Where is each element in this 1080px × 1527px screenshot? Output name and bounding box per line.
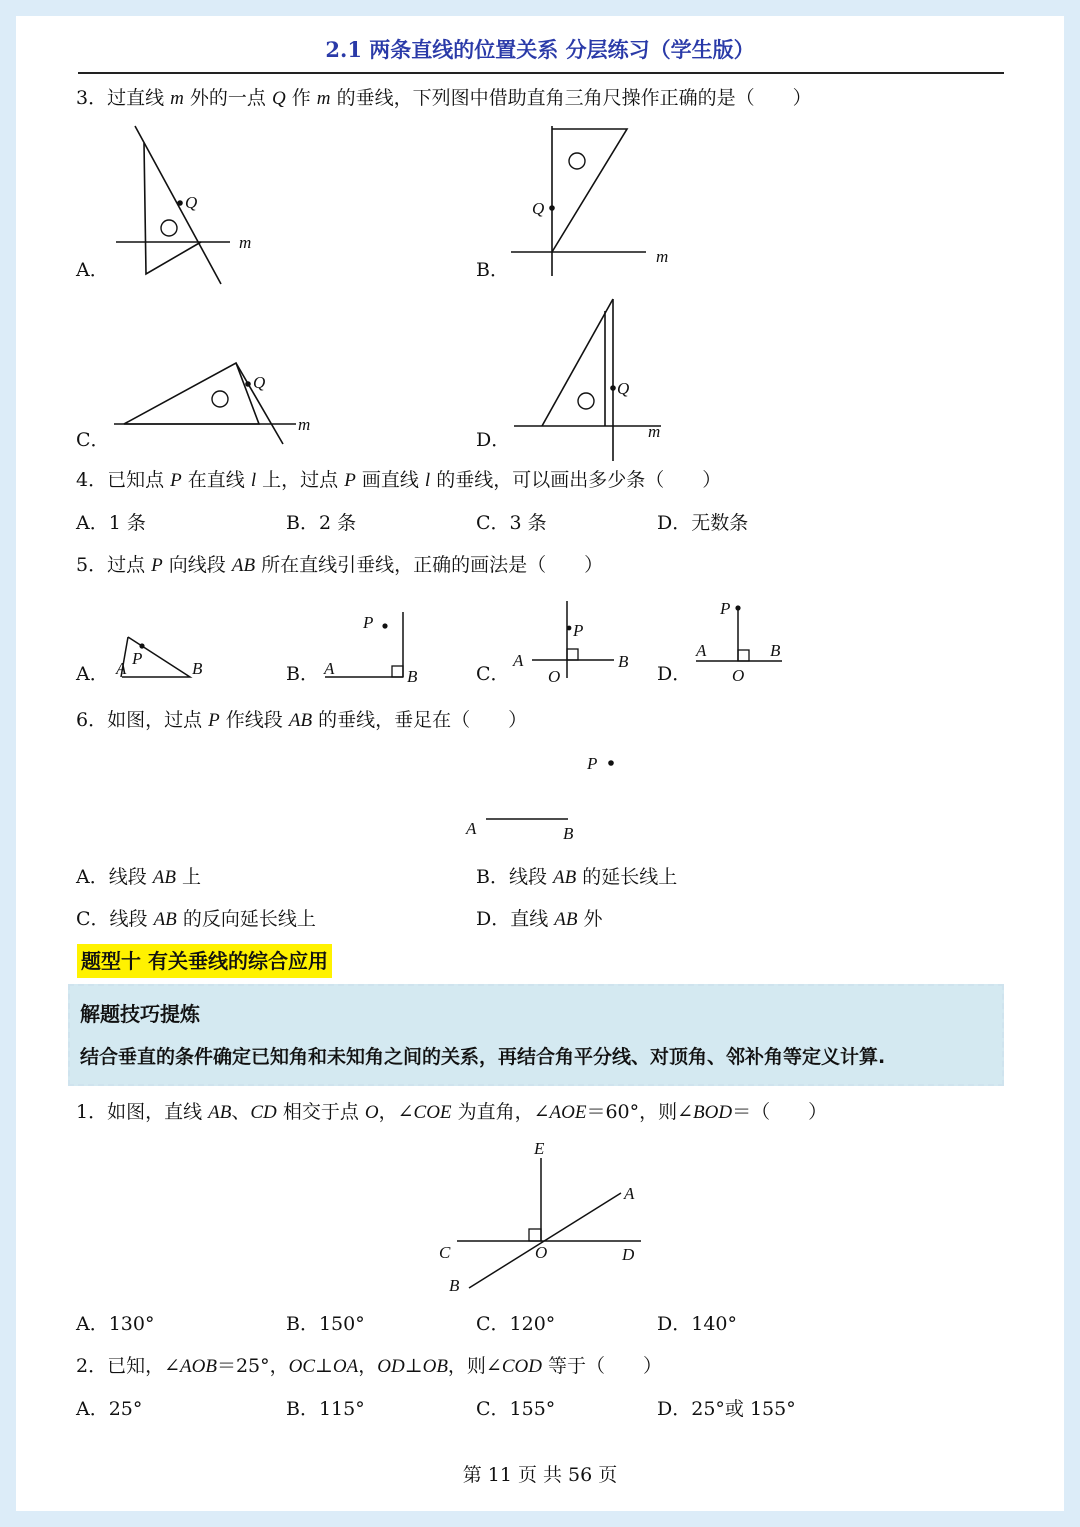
option: A．25° (76, 1398, 143, 1420)
option-label: B． (476, 259, 509, 281)
figure-q3-c (106, 351, 336, 461)
option: B．115° (286, 1398, 365, 1420)
label-o: O (548, 667, 561, 686)
figure-q3-a (106, 121, 276, 281)
option-label: A． (76, 259, 109, 281)
page (16, 16, 1064, 1511)
option-label: D． (657, 663, 692, 685)
figure-p1 (421, 1136, 671, 1306)
tip-box (68, 984, 1004, 1086)
label-c: C (439, 1243, 451, 1262)
problem-2: 2．已知，∠AOB＝25°，OC⊥OA，OD⊥OB，则∠COD 等于（ ） (76, 1355, 663, 1377)
label-b: B (563, 824, 574, 843)
label-o: O (732, 666, 745, 685)
label-o: O (535, 1243, 548, 1262)
option-label: A． (76, 663, 109, 685)
question-number: 2． (76, 1355, 108, 1377)
label-d: D (622, 1245, 635, 1264)
label-a: A (466, 819, 477, 838)
label-b: B (618, 652, 629, 671)
option: B．150° (286, 1313, 365, 1335)
label-p: P (587, 754, 598, 773)
option: D．25°或 155° (657, 1398, 796, 1420)
label-p: P (132, 649, 143, 668)
option: A．130° (76, 1313, 155, 1335)
question-number: 6． (76, 709, 108, 731)
figure-q5-a (110, 631, 220, 691)
section-heading: 题型十 有关垂线的综合应用 (77, 944, 332, 978)
figure-q3-d (506, 291, 686, 471)
figure-q5-c (510, 598, 650, 688)
label-a: A (696, 641, 707, 660)
label-q: Q (185, 193, 198, 212)
label-m: m (298, 415, 311, 434)
question-number: 3． (76, 87, 108, 109)
label-b: B (770, 641, 781, 660)
label-a: A (116, 659, 127, 678)
label-m: m (656, 247, 669, 266)
option: A．1 条 (76, 512, 146, 534)
option: D．140° (657, 1313, 737, 1335)
page-footer: 第 11 页 共 56 页 (462, 1464, 618, 1486)
label-a: A (624, 1184, 635, 1203)
label-a: A (513, 651, 524, 670)
option: C．120° (476, 1313, 556, 1335)
option-label: C． (76, 429, 110, 451)
option: D．无数条 (657, 512, 749, 534)
label-m: m (648, 422, 661, 441)
option-label: D． (476, 429, 511, 451)
label-p: P (720, 599, 731, 618)
label-b: B (449, 1276, 460, 1295)
label-p: P (363, 613, 374, 632)
header-title: 2.1 两条直线的位置关系 分层练习（学生版） (325, 37, 755, 62)
problem-1: 1．如图，直线 AB、CD 相交于点 O，∠COE 为直角，∠AOE＝60°，则∠BOD＝（ ） (76, 1101, 828, 1123)
figure-q6 (456, 746, 656, 856)
question-3: 3．过直线 m 外的一点 Q 作 m 的垂线，下列图中借助直角三角尺操作正确的是（ ） (76, 87, 812, 109)
header-divider (78, 72, 1004, 74)
option: C．3 条 (476, 512, 547, 534)
tip-body: 结合垂直的条件确定已知角和未知角之间的关系，再结合角平分线、对顶角、邻补角等定义计算. (80, 1046, 886, 1068)
option: B．线段 AB 的延长线上 (476, 866, 678, 888)
label-e: E (534, 1139, 545, 1158)
label-q: Q (253, 373, 266, 392)
question-number: 5． (76, 554, 108, 576)
label-b: B (192, 659, 203, 678)
tip-title: 解题技巧提炼 (80, 1002, 200, 1026)
label-a: A (324, 659, 335, 678)
figure-q5-b (321, 606, 441, 686)
label-m: m (239, 233, 252, 252)
figure-q3-b (506, 121, 686, 291)
label-b: B (407, 667, 418, 686)
question-number: 4． (76, 469, 108, 491)
option: C．线段 AB 的反向延长线上 (76, 908, 316, 930)
label-q: Q (532, 199, 545, 218)
option: C．155° (476, 1398, 556, 1420)
option: A．线段 AB 上 (76, 866, 202, 888)
label-p: P (573, 621, 584, 640)
option-label: C． (476, 663, 510, 685)
figure-q5-d (694, 596, 814, 686)
option: D．直线 AB 外 (476, 908, 603, 930)
option-label: B． (286, 663, 319, 685)
question-4: 4．已知点 P 在直线 l 上，过点 P 画直线 l 的垂线，可以画出多少条（ ） (76, 469, 722, 491)
question-5: 5．过点 P 向线段 AB 所在直线引垂线，正确的画法是（ ） (76, 554, 604, 576)
option: B．2 条 (286, 512, 357, 534)
label-q: Q (617, 379, 630, 398)
question-6: 6．如图，过点 P 作线段 AB 的垂线，垂足在（ ） (76, 709, 528, 731)
question-number: 1． (76, 1101, 108, 1123)
